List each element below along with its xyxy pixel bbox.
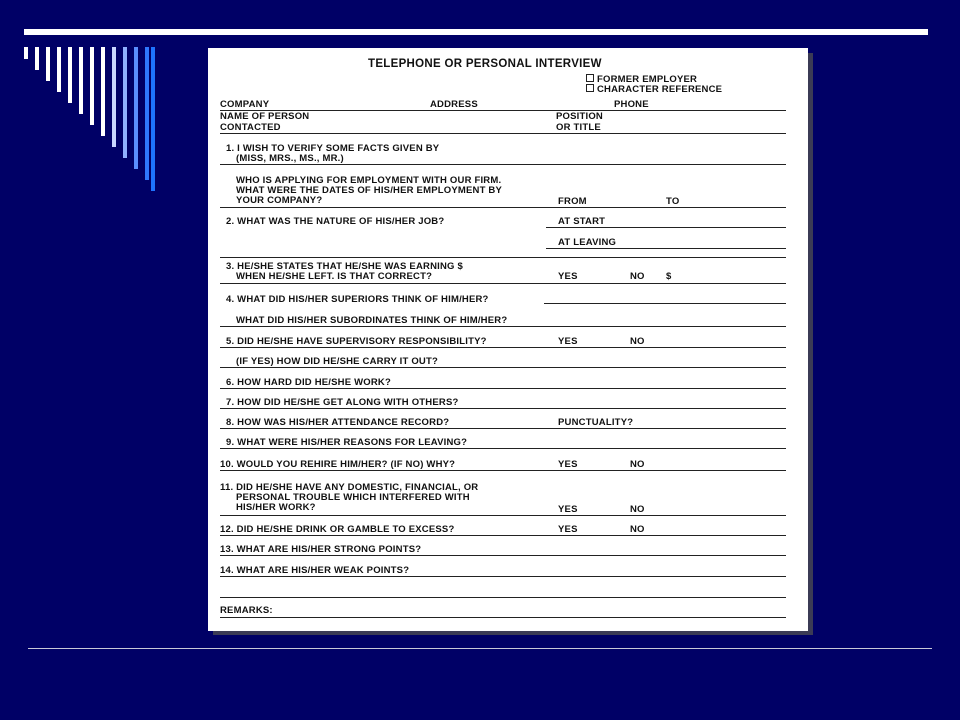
- rule-line: [220, 428, 786, 429]
- rule-line: [220, 133, 786, 134]
- no-label: NO: [630, 504, 645, 515]
- question-8: 8. HOW WAS HIS/HER ATTENDANCE RECORD?: [226, 417, 450, 428]
- checkbox-icon: [586, 74, 594, 82]
- rule-line: [220, 257, 786, 258]
- yes-label: YES: [558, 524, 578, 535]
- question-13: 13. WHAT ARE HIS/HER STRONG POINTS?: [220, 544, 422, 555]
- company-label: COMPANY: [220, 99, 270, 110]
- checkbox-icon: [586, 84, 594, 92]
- question-12: 12. DID HE/SHE DRINK OR GAMBLE TO EXCESS?: [220, 524, 455, 535]
- deco-bar: [68, 47, 72, 103]
- rule-line: [544, 303, 786, 304]
- former-employer-label: FORMER EMPLOYER: [597, 74, 698, 85]
- rule-line: [220, 164, 786, 165]
- deco-bar: [57, 47, 61, 92]
- no-label: NO: [630, 459, 645, 470]
- no-label: NO: [630, 271, 645, 282]
- character-reference-option: [586, 84, 722, 95]
- deco-bar: [151, 47, 155, 191]
- no-label: NO: [630, 336, 645, 347]
- at-start-label: AT START: [558, 216, 606, 227]
- rule-line: [220, 515, 786, 516]
- deco-bar: [134, 47, 138, 169]
- character-reference-label: CHARACTER REFERENCE: [597, 84, 723, 95]
- question-11-line2: PERSONAL TROUBLE WHICH INTERFERED WITH: [236, 492, 470, 503]
- deco-bar: [79, 47, 83, 114]
- no-label: NO: [630, 524, 645, 535]
- or-title-label: OR TITLE: [556, 122, 601, 133]
- rule-line: [220, 576, 786, 577]
- rule-line: [220, 597, 786, 598]
- position-label: POSITION: [556, 111, 603, 122]
- remarks-label: REMARKS:: [220, 605, 273, 616]
- question-1-line2: (MISS, MRS., MS., MR.): [236, 153, 344, 164]
- rule-line: [220, 448, 786, 449]
- rule-line: [220, 283, 786, 284]
- address-label: ADDRESS: [430, 99, 478, 110]
- deco-bar: [46, 47, 50, 81]
- rule-line: [220, 555, 786, 556]
- question-11-line1: 11. DID HE/SHE HAVE ANY DOMESTIC, FINANCIAL, OR: [220, 482, 479, 493]
- rule-line: [220, 617, 786, 618]
- question-1b-line1: WHO IS APPLYING FOR EMPLOYMENT WITH OUR FIRM.: [236, 175, 502, 186]
- question-1-line1: 1. I WISH TO VERIFY SOME FACTS GIVEN BY: [226, 143, 440, 154]
- top-rule: [24, 29, 928, 35]
- at-leaving-label: AT LEAVING: [558, 237, 617, 248]
- question-5b: (IF YES) HOW DID HE/SHE CARRY IT OUT?: [236, 356, 438, 367]
- question-4: 4. WHAT DID HIS/HER SUPERIORS THINK OF HIM/HER?: [226, 294, 489, 305]
- yes-label: YES: [558, 271, 578, 282]
- question-4b: WHAT DID HIS/HER SUBORDINATES THINK OF HIM/HER?: [236, 315, 508, 326]
- rule-line: [220, 535, 786, 536]
- dollar-label: $: [666, 271, 672, 282]
- yes-label: YES: [558, 504, 578, 515]
- deco-bar: [101, 47, 105, 136]
- question-9: 9. WHAT WERE HIS/HER REASONS FOR LEAVING?: [226, 437, 468, 448]
- name-of-person-label: NAME OF PERSON: [220, 111, 310, 122]
- yes-label: YES: [558, 459, 578, 470]
- form-title: TELEPHONE OR PERSONAL INTERVIEW: [368, 58, 602, 70]
- rule-line: [220, 470, 786, 471]
- deco-bar: [35, 47, 39, 70]
- deco-bar: [90, 47, 94, 125]
- deco-bar: [24, 47, 28, 59]
- from-label: FROM: [558, 196, 587, 207]
- rule-line: [220, 207, 786, 208]
- question-5: 5. DID HE/SHE HAVE SUPERVISORY RESPONSIBILITY?: [226, 336, 487, 347]
- question-7: 7. HOW DID HE/SHE GET ALONG WITH OTHERS?: [226, 397, 459, 408]
- deco-bar: [112, 47, 116, 147]
- interview-form-image: [208, 48, 808, 631]
- question-1b-line3: YOUR COMPANY?: [236, 195, 323, 206]
- rule-line: [220, 347, 786, 348]
- question-3-line1: 3. HE/SHE STATES THAT HE/SHE WAS EARNING $: [226, 261, 463, 272]
- bottom-rule: [28, 648, 932, 649]
- rule-line: [546, 248, 786, 249]
- phone-label: PHONE: [614, 99, 649, 110]
- rule-line: [546, 227, 786, 228]
- to-label: TO: [666, 196, 680, 207]
- rule-line: [220, 367, 786, 368]
- question-10: 10. WOULD YOU REHIRE HIM/HER? (IF NO) WHY?: [220, 459, 456, 470]
- rule-line: [220, 388, 786, 389]
- deco-bar: [145, 47, 149, 180]
- question-3-line2: WHEN HE/SHE LEFT. IS THAT CORRECT?: [236, 271, 433, 282]
- question-14: 14. WHAT ARE HIS/HER WEAK POINTS?: [220, 565, 410, 576]
- question-2: 2. WHAT WAS THE NATURE OF HIS/HER JOB?: [226, 216, 445, 227]
- rule-line: [220, 326, 786, 327]
- contacted-label: CONTACTED: [220, 122, 281, 133]
- rule-line: [220, 408, 786, 409]
- yes-label: YES: [558, 336, 578, 347]
- question-11-line3: HIS/HER WORK?: [236, 502, 316, 513]
- question-1b-line2: WHAT WERE THE DATES OF HIS/HER EMPLOYMENT BY: [236, 185, 503, 196]
- question-6: 6. HOW HARD DID HE/SHE WORK?: [226, 377, 391, 388]
- punctuality-label: PUNCTUALITY?: [558, 417, 634, 428]
- deco-bar: [123, 47, 127, 158]
